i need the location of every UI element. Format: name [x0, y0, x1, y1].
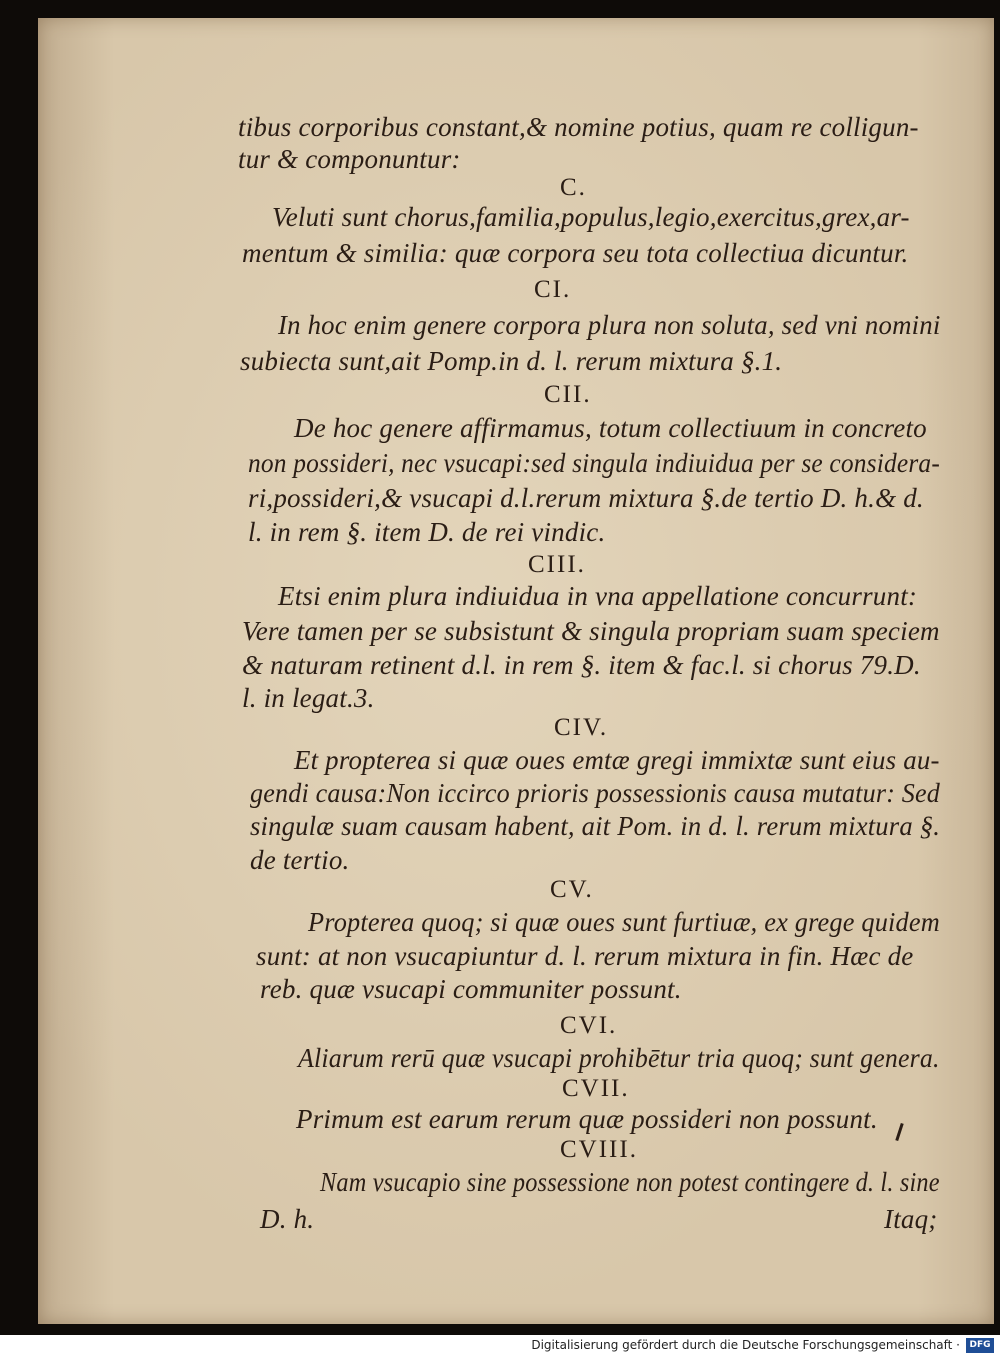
text-line: Primum est earum rerum quæ possideri non possunt.: [296, 1104, 878, 1134]
text-line: Vere tamen per se subsistunt & singula propriam suam speciem: [242, 616, 940, 646]
section-numeral: CI.: [534, 276, 572, 303]
section-numeral: CVIII.: [560, 1136, 638, 1163]
text-line: mentum & similia: quæ corpora seu tota collectiua dicuntur.: [242, 238, 909, 268]
text-line: ri,possideri,& vsucapi d.l.rerum mixtura §.de tertio D. h.& d.: [248, 483, 924, 513]
text-line: Aliarum rerū quæ vsucapi prohibētur tria quoq; sunt genera.: [298, 1043, 940, 1073]
text-line: & naturam retinent d.l. in rem §. item & fac.l. si chorus 79.D.: [242, 650, 921, 680]
text-line: tur & componuntur:: [238, 144, 461, 174]
text-line: subiecta sunt,ait Pomp.in d. l. rerum mixtura §.1.: [240, 346, 783, 376]
section-numeral: CV.: [550, 876, 594, 903]
text-line: singulæ suam causam habent, ait Pom. in d. l. rerum mixtura §.: [250, 811, 941, 841]
text-line: non possideri, nec vsucapi:sed singula indiuidua per se considera-: [248, 448, 940, 478]
digitization-footer: [0, 1335, 1000, 1357]
section-numeral: CVII.: [562, 1075, 630, 1102]
text-line: De hoc genere affirmamus, totum collectiuum in concreto: [294, 413, 927, 443]
section-numeral: CVI.: [560, 1012, 618, 1039]
page-text: [38, 18, 994, 1324]
dfg-logo: DFG: [966, 1338, 994, 1353]
text-line: reb. quæ vsucapi communiter possunt.: [260, 974, 682, 1004]
footer-credit: Digitalisierung gefördert durch die Deutsche Forschungsgemeinschaft ·: [531, 1338, 960, 1352]
text-line: Propterea quoq; si quæ oues sunt furtiuæ, ex grege quidem: [308, 907, 940, 937]
text-line: Etsi enim plura indiuidua in vna appellatione concurrunt:: [278, 581, 918, 611]
text-line: l. in legat.3.: [242, 683, 375, 713]
text-line: Nam vsucapio sine possessione non potest contingere d. l. sine: [320, 1167, 940, 1197]
text-line: Et propterea si quæ oues emtæ gregi immixtæ sunt eius au-: [294, 745, 940, 775]
text-line: Veluti sunt chorus,familia,populus,legio,exercitus,grex,ar-: [272, 202, 910, 232]
text-line: l. in rem §. item D. de rei vindic.: [248, 517, 606, 547]
text-line: tibus corporibus constant,& nomine potius, quam re colligun-: [238, 112, 919, 142]
book-page: [38, 18, 994, 1324]
section-numeral: CIV.: [554, 714, 609, 741]
text-line: sunt: at non vsucapiuntur d. l. rerum mixtura in fin. Hæc de: [256, 941, 914, 971]
footer-signature: D. h.: [260, 1204, 315, 1234]
section-numeral: CII.: [544, 381, 592, 408]
text-line: de tertio.: [250, 845, 350, 875]
text-line: gendi causa:Non iccirco prioris possessionis causa mutatur: Sed: [250, 778, 941, 808]
section-numeral: C.: [560, 174, 587, 201]
catchword: Itaq;: [884, 1204, 938, 1234]
section-numeral: CIII.: [528, 551, 586, 578]
text-line: In hoc enim genere corpora plura non soluta, sed vni nomini: [278, 310, 941, 340]
